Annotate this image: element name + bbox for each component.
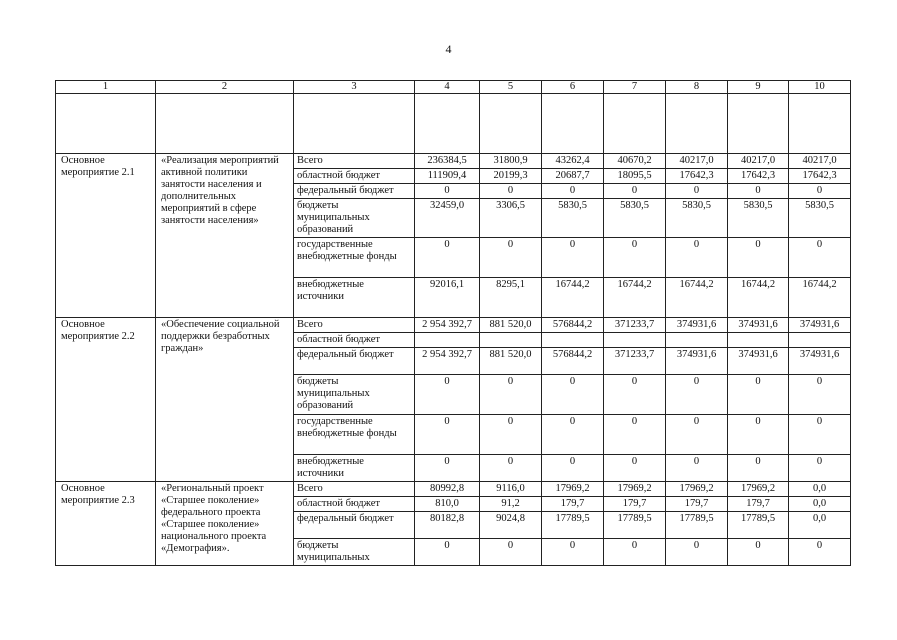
value-cell: 17642,3 xyxy=(666,169,728,184)
funding-source: областной бюджет xyxy=(294,497,415,512)
value-cell: 0 xyxy=(480,184,542,199)
header-row xyxy=(56,81,851,94)
funding-source: Всего xyxy=(294,154,415,169)
measure-code: Основное мероприятие 2.2 xyxy=(56,318,156,482)
value-cell: 20687,7 xyxy=(542,169,604,184)
value-cell: 17969,2 xyxy=(666,482,728,497)
measure-name: «Реализация мероприятий активной политики занятости населения и дополнительных мероприятий в сфере занятости населения» xyxy=(156,154,294,318)
value-cell: 0,0 xyxy=(789,482,851,497)
value-cell: 374931,6 xyxy=(789,348,851,375)
measure-code: Основное мероприятие 2.1 xyxy=(56,154,156,318)
value-cell: 810,0 xyxy=(415,497,480,512)
value-cell: 179,7 xyxy=(604,497,666,512)
value-cell: 0 xyxy=(480,455,542,482)
funding-source: государственные внебюджетные фонды xyxy=(294,415,415,455)
value-cell: 40217,0 xyxy=(728,154,789,169)
value-cell: 0 xyxy=(480,238,542,278)
blank-cell xyxy=(56,94,156,154)
funding-source: Всего xyxy=(294,482,415,497)
funding-source: внебюджетные источники xyxy=(294,278,415,318)
value-cell: 0 xyxy=(604,415,666,455)
value-cell: 40217,0 xyxy=(666,154,728,169)
value-cell: 17789,5 xyxy=(666,512,728,539)
value-cell: 16744,2 xyxy=(604,278,666,318)
value-cell xyxy=(789,333,851,348)
header-cell: 6 xyxy=(542,81,604,94)
value-cell: 17789,5 xyxy=(604,512,666,539)
value-cell: 0 xyxy=(789,539,851,566)
value-cell xyxy=(480,333,542,348)
value-cell: 881 520,0 xyxy=(480,318,542,333)
value-cell: 0 xyxy=(480,375,542,415)
value-cell: 20199,3 xyxy=(480,169,542,184)
funding-source: федеральный бюджет xyxy=(294,512,415,539)
blank-cell xyxy=(789,94,851,154)
value-cell: 179,7 xyxy=(542,497,604,512)
value-cell: 0 xyxy=(604,455,666,482)
blank-cell xyxy=(542,94,604,154)
blank-cell xyxy=(666,94,728,154)
value-cell: 0 xyxy=(415,455,480,482)
value-cell: 17969,2 xyxy=(728,482,789,497)
blank-cell xyxy=(728,94,789,154)
header-cell: 8 xyxy=(666,81,728,94)
value-cell: 16744,2 xyxy=(728,278,789,318)
funding-source: областной бюджет xyxy=(294,333,415,348)
value-cell: 0 xyxy=(415,238,480,278)
value-cell: 5830,5 xyxy=(666,199,728,238)
value-cell: 0 xyxy=(542,539,604,566)
value-cell: 3306,5 xyxy=(480,199,542,238)
page-number: 4 xyxy=(445,42,452,56)
funding-source: бюджеты муниципальных образований xyxy=(294,375,415,415)
funding-source: государственные внебюджетные фонды xyxy=(294,238,415,278)
value-cell: 17969,2 xyxy=(542,482,604,497)
value-cell: 0 xyxy=(604,539,666,566)
value-cell: 0,0 xyxy=(789,497,851,512)
value-cell xyxy=(542,333,604,348)
value-cell: 31800,9 xyxy=(480,154,542,169)
measure-name: «Обеспечение социальной поддержки безработных граждан» xyxy=(156,318,294,482)
value-cell: 374931,6 xyxy=(666,318,728,333)
value-cell: 0 xyxy=(542,455,604,482)
value-cell: 0 xyxy=(666,238,728,278)
header-cell: 4 xyxy=(415,81,480,94)
value-cell: 0 xyxy=(728,238,789,278)
value-cell: 179,7 xyxy=(666,497,728,512)
value-cell: 17789,5 xyxy=(542,512,604,539)
value-cell: 17642,3 xyxy=(728,169,789,184)
value-cell xyxy=(728,333,789,348)
value-cell: 0 xyxy=(604,375,666,415)
value-cell: 374931,6 xyxy=(728,318,789,333)
value-cell: 0 xyxy=(480,539,542,566)
value-cell: 881 520,0 xyxy=(480,348,542,375)
value-cell: 0 xyxy=(480,415,542,455)
header-cell: 10 xyxy=(789,81,851,94)
blank-cell xyxy=(294,94,415,154)
table-row xyxy=(56,318,851,333)
header-cell: 7 xyxy=(604,81,666,94)
value-cell: 0 xyxy=(415,375,480,415)
value-cell: 16744,2 xyxy=(789,278,851,318)
value-cell: 236384,5 xyxy=(415,154,480,169)
funding-source: внебюджетные источники xyxy=(294,455,415,482)
funding-source: федеральный бюджет xyxy=(294,348,415,375)
value-cell: 92016,1 xyxy=(415,278,480,318)
value-cell: 32459,0 xyxy=(415,199,480,238)
blank-cell xyxy=(480,94,542,154)
value-cell: 0 xyxy=(542,184,604,199)
value-cell: 5830,5 xyxy=(604,199,666,238)
header-cell: 1 xyxy=(56,81,156,94)
header-cell: 2 xyxy=(156,81,294,94)
value-cell: 0 xyxy=(666,415,728,455)
value-cell: 9116,0 xyxy=(480,482,542,497)
value-cell: 0 xyxy=(415,539,480,566)
value-cell: 17969,2 xyxy=(604,482,666,497)
header-cell: 5 xyxy=(480,81,542,94)
header-cell: 3 xyxy=(294,81,415,94)
funding-source: Всего xyxy=(294,318,415,333)
budget-table xyxy=(55,80,851,566)
value-cell: 0 xyxy=(728,539,789,566)
value-cell: 0 xyxy=(604,184,666,199)
funding-source: бюджеты муниципальных образований xyxy=(294,199,415,238)
value-cell: 0 xyxy=(789,238,851,278)
value-cell: 40670,2 xyxy=(604,154,666,169)
value-cell: 0 xyxy=(604,238,666,278)
value-cell: 0 xyxy=(789,184,851,199)
value-cell: 0 xyxy=(542,238,604,278)
value-cell: 16744,2 xyxy=(542,278,604,318)
value-cell: 374931,6 xyxy=(789,318,851,333)
blank-cell xyxy=(415,94,480,154)
value-cell: 0 xyxy=(728,184,789,199)
funding-source: областной бюджет xyxy=(294,169,415,184)
value-cell: 374931,6 xyxy=(666,348,728,375)
measure-name: «Региональный проект «Старшее поколение» федерального проекта «Старшее поколение» национального проекта «Демография». xyxy=(156,482,294,566)
value-cell: 179,7 xyxy=(728,497,789,512)
value-cell: 91,2 xyxy=(480,497,542,512)
value-cell: 5830,5 xyxy=(728,199,789,238)
value-cell xyxy=(666,333,728,348)
value-cell: 18095,5 xyxy=(604,169,666,184)
value-cell: 43262,4 xyxy=(542,154,604,169)
value-cell: 9024,8 xyxy=(480,512,542,539)
value-cell: 0 xyxy=(728,375,789,415)
value-cell: 576844,2 xyxy=(542,318,604,333)
value-cell: 80182,8 xyxy=(415,512,480,539)
value-cell: 0 xyxy=(542,415,604,455)
value-cell: 0 xyxy=(666,539,728,566)
value-cell: 0 xyxy=(666,184,728,199)
value-cell xyxy=(604,333,666,348)
value-cell: 371233,7 xyxy=(604,318,666,333)
blank-row xyxy=(56,94,851,154)
value-cell: 0 xyxy=(542,375,604,415)
value-cell: 0 xyxy=(666,455,728,482)
value-cell: 16744,2 xyxy=(666,278,728,318)
value-cell: 374931,6 xyxy=(728,348,789,375)
value-cell: 5830,5 xyxy=(789,199,851,238)
blank-cell xyxy=(604,94,666,154)
value-cell: 0 xyxy=(415,415,480,455)
value-cell: 17789,5 xyxy=(728,512,789,539)
table-row xyxy=(56,154,851,169)
value-cell: 2 954 392,7 xyxy=(415,318,480,333)
value-cell: 5830,5 xyxy=(542,199,604,238)
value-cell: 111909,4 xyxy=(415,169,480,184)
value-cell: 576844,2 xyxy=(542,348,604,375)
value-cell: 80992,8 xyxy=(415,482,480,497)
value-cell: 40217,0 xyxy=(789,154,851,169)
value-cell: 17642,3 xyxy=(789,169,851,184)
value-cell xyxy=(415,333,480,348)
measure-code: Основное мероприятие 2.3 xyxy=(56,482,156,566)
funding-source: федеральный бюджет xyxy=(294,184,415,199)
blank-cell xyxy=(156,94,294,154)
funding-source: бюджеты муниципальных xyxy=(294,539,415,566)
value-cell: 0 xyxy=(789,455,851,482)
value-cell: 0 xyxy=(666,375,728,415)
value-cell: 0 xyxy=(728,415,789,455)
value-cell: 2 954 392,7 xyxy=(415,348,480,375)
table-row xyxy=(56,482,851,497)
value-cell: 0 xyxy=(789,375,851,415)
value-cell: 371233,7 xyxy=(604,348,666,375)
value-cell: 8295,1 xyxy=(480,278,542,318)
value-cell: 0 xyxy=(728,455,789,482)
value-cell: 0,0 xyxy=(789,512,851,539)
header-cell: 9 xyxy=(728,81,789,94)
value-cell: 0 xyxy=(789,415,851,455)
value-cell: 0 xyxy=(415,184,480,199)
